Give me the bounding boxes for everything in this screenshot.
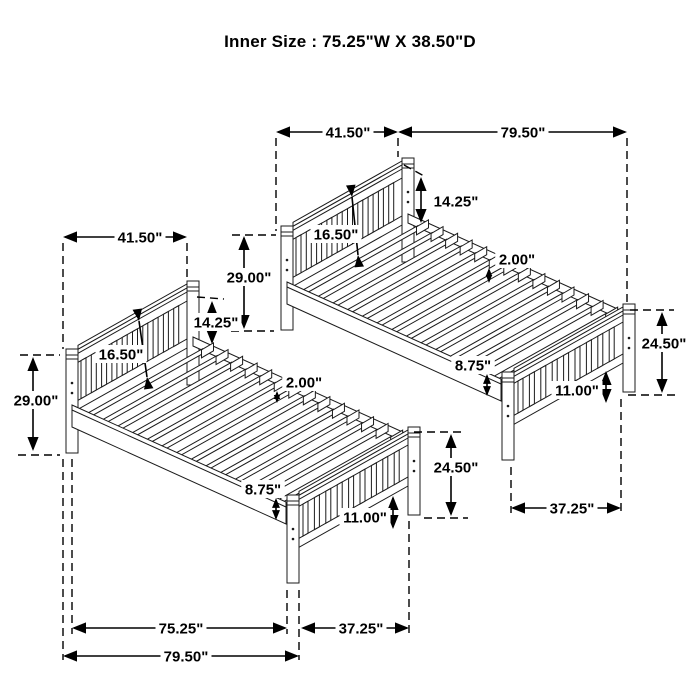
- dim-label-inner-bed-length: 75.25": [158, 620, 204, 638]
- dim-label-lower-footboard-width: 37.25": [338, 620, 384, 638]
- dim-label-upper-headboard-height: 29.00": [226, 269, 272, 287]
- dim-label-lower-footboard-height: 24.50": [433, 459, 479, 477]
- dim-label-upper-headboard-panel-height: 16.50": [313, 226, 359, 244]
- dim-label-upper-side-rail-height: 8.75": [454, 357, 492, 375]
- dim-label-lower-headboard-width: 41.50": [117, 229, 163, 247]
- dim-label-lower-under-bed-clearance: 11.00": [343, 509, 387, 527]
- dim-label-upper-headboard-above-deck: 14.25": [433, 193, 479, 211]
- dim-label-lower-side-rail-height: 8.75": [244, 481, 282, 499]
- dim-label-upper-under-bed-clearance: 11.00": [555, 382, 599, 400]
- dim-label-upper-footboard-height: 24.50": [641, 335, 687, 353]
- dim-label-lower-headboard-height: 29.00": [13, 392, 59, 410]
- dim-label-upper-headboard-width: 41.50": [325, 124, 371, 142]
- dim-label-lower-headboard-panel-height: 16.50": [98, 346, 144, 364]
- dim-label-upper-slat-spacing: 2.00": [498, 251, 536, 269]
- dim-label-overall-bed-length: 79.50": [163, 648, 209, 666]
- dim-label-lower-slat-spacing: 2.00": [285, 374, 323, 392]
- dim-label-upper-footboard-width: 37.25": [549, 500, 595, 518]
- dim-label-upper-bed-length: 79.50": [500, 124, 546, 142]
- dim-label-lower-headboard-above-deck: 14.25": [193, 314, 239, 332]
- inner-size-title: Inner Size : 75.25"W X 38.50"D: [224, 32, 476, 51]
